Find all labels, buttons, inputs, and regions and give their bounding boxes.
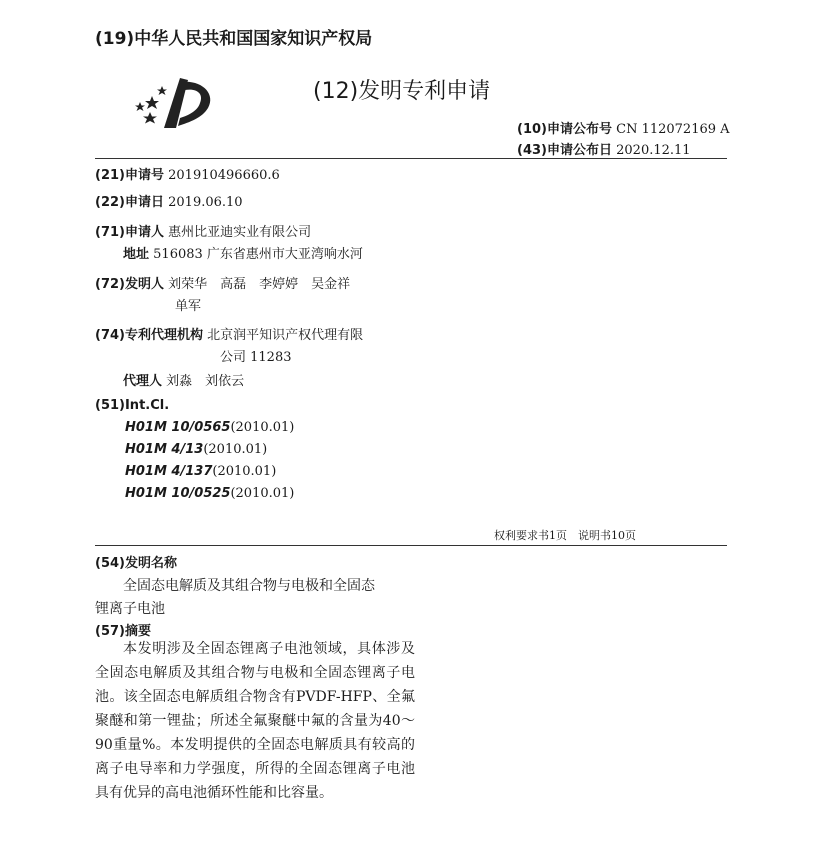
- agents: [123, 370, 244, 389]
- ipc-date: (2010.01): [203, 442, 268, 457]
- application-number-value: 201910496660.6: [168, 168, 280, 183]
- address: [123, 243, 363, 262]
- office-name: (19)中华人民共和国国家知识产权局: [95, 29, 373, 49]
- applicant-value: 惠州比亚迪实业有限公司: [168, 225, 312, 240]
- agents-value: 刘淼 刘依云: [166, 374, 245, 389]
- ipc-code: H01M 10/0525: [125, 486, 231, 501]
- applicant: [95, 221, 311, 240]
- ipc-entry: [125, 486, 294, 501]
- agents-label: 代理人: [123, 374, 163, 389]
- ipc-entry: [125, 420, 294, 435]
- invention-title-line-1: 全固态电解质及其组合物与电极和全固态: [123, 578, 375, 594]
- invention-title-line-2: 锂离子电池: [95, 601, 165, 617]
- publication-number-label: (10)申请公布号: [517, 122, 612, 137]
- ipc-code: H01M 10/0565: [125, 420, 231, 435]
- filing-date-value: 2019.06.10: [168, 195, 243, 210]
- publication-number: [517, 118, 730, 137]
- patent-agency-label: (74)专利代理机构: [95, 328, 203, 343]
- ipc-code: H01M 4/13: [125, 442, 204, 457]
- inventors: [95, 273, 350, 292]
- patent-agency-line-1: 北京润平知识产权代理有限: [207, 328, 364, 343]
- application-number-label: (21)申请号: [95, 168, 164, 183]
- publication-date: [517, 139, 691, 158]
- inventors-line-1: 刘荣华 高磊 李婷婷 吴金祥: [168, 277, 351, 292]
- cnipa-emblem-icon: [130, 72, 220, 134]
- patent-agency: [95, 324, 363, 343]
- ipc-date: (2010.01): [230, 420, 295, 435]
- ipc-entry: [125, 442, 267, 457]
- applicant-label: (71)申请人: [95, 225, 164, 240]
- inventors-label: (72)发明人: [95, 277, 164, 292]
- publication-date-value: 2020.12.11: [616, 143, 691, 158]
- publication-number-value: CN 112072169 A: [616, 122, 730, 137]
- document-type-title: (12)发明专利申请: [313, 79, 491, 104]
- address-label: 地址: [123, 247, 150, 262]
- filing-date: [95, 191, 243, 210]
- page-counts: 权利要求书1页 说明书10页: [494, 529, 636, 542]
- ipc-date: (2010.01): [212, 464, 277, 479]
- header-divider: [95, 158, 727, 159]
- application-number: [95, 164, 280, 183]
- invention-title-label: (54)发明名称: [95, 556, 177, 571]
- inventors-line-2: 单军: [175, 299, 202, 314]
- ipc-entry: [125, 464, 276, 479]
- ipc-label: (51)Int.Cl.: [95, 398, 170, 413]
- ipc-code: H01M 4/137: [125, 464, 213, 479]
- publication-date-label: (43)申请公布日: [517, 143, 612, 158]
- ipc-date: (2010.01): [230, 486, 295, 501]
- section-divider: [95, 545, 727, 546]
- abstract-label: (57)摘要: [95, 624, 151, 639]
- abstract-text: 本发明涉及全固态锂离子电池领域，具体涉及全固态电解质及其组合物与电极和全固态锂离子电池。该全固态电解质组合物含有PVDF-HFP、全氟聚醚和第一锂盐；所述全氟聚醚中氟的含量为40～90重量%。本发明提供的全固态电解质具有较高的离子电导率和力学强度，所得的全固态锂离子电池具有优异的高电池循环性能和比容量。: [95, 641, 415, 801]
- address-value: 516083 广东省惠州市大亚湾响水河: [153, 247, 363, 262]
- filing-date-label: (22)申请日: [95, 195, 164, 210]
- patent-agency-line-2: 公司 11283: [220, 350, 292, 365]
